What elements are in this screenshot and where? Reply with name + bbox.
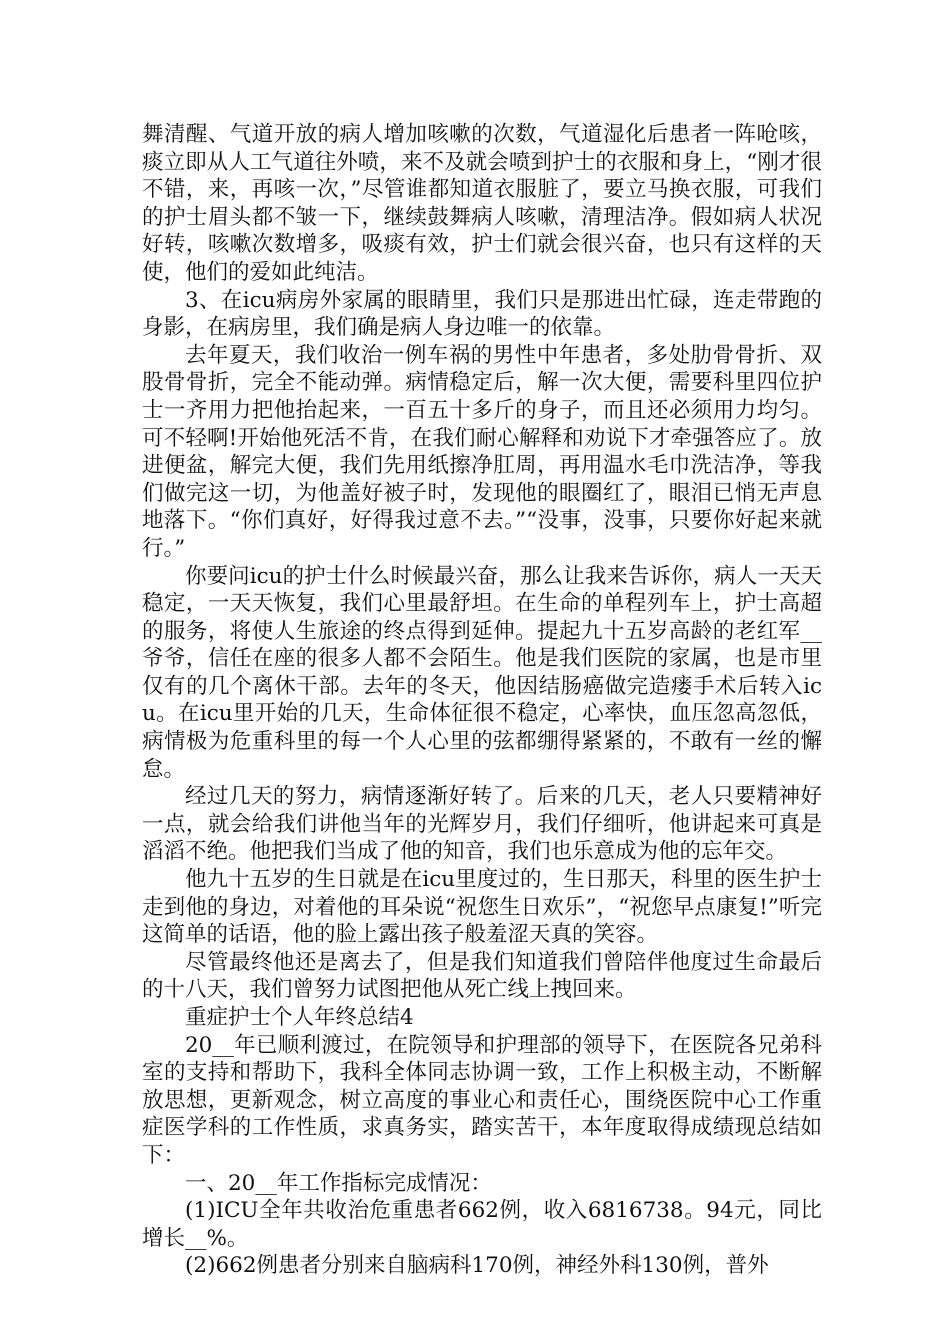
paragraph-4: 你要问icu的护士什么时候最兴奋，那么让我来告诉你，病人一天天稳定，一天天恢复，我们心里最舒坦。在生命的单程列车上，护士高超的服务，将使人生旅途的终点得到延伸。提起九十五岁高龄的老红军__爷爷，信任在座的很多人都不会陌生。他是我们医院的家属，也是市里仅有的几个离休干部。去年的冬天，他因结肠癌做完造瘘手术后转入icu。在icu里开始的几天，生命体征很不稳定，心率快，血压忽高忽低，病情极为危重科里的每一个人心里的弦都绷得紧紧的，不敢有一丝的懈怠。 bbox=[142, 563, 822, 782]
paragraph-6: 他九十五岁的生日就是在icu里度过的，生日那天，科里的医生护士走到他的身边，对着他的耳朵说“祝您生日欢乐”，“祝您早点康复!”听完这简单的话语，他的脸上露出孩子般羞涩天真的笑容。 bbox=[142, 867, 822, 948]
paragraph-3: 去年夏天，我们收治一例车祸的男性中年患者，多处肋骨骨折、双股骨骨折，完全不能动弹。病情稳定后，解一次大便，需要科里四位护士一齐用力把他抬起来，一百五十多斤的身子，而且还必须用力均匀。可不轻啊!开始他死活不肯，在我们耐心解释和劝说下才牵强答应了。放进便盆，解完大便，我们先用纸擦净肛周，再用温水毛巾洗洁净，等我们做完这一切，为他盖好被子时，发现他的眼圈红了，眼泪已悄无声息地落下。“你们真好，好得我过意不去。”“没事，没事，只要你好起来就行。” bbox=[142, 342, 822, 561]
paragraph-5: 经过几天的努力，病情逐渐好转了。后来的几天，老人只要精神好一点，就会给我们讲他当年的光辉岁月，我们仔细听，他讲起来可真是滔滔不绝。他把我们当成了他的知音，我们也乐意成为他的忘年交。 bbox=[142, 784, 822, 865]
section-heading: 重症护士个人年终总结4 bbox=[185, 1005, 414, 1030]
paragraph-12: (2)662例患者分别来自脑病科170例，神经外科130例，普外 bbox=[185, 1253, 769, 1279]
document-body bbox=[142, 121, 822, 1280]
paragraph-11: (1)ICU全年共收治危重患者662例，收入6816738。94元，同比增长__%。 bbox=[142, 1198, 822, 1251]
paragraph-1: 舞清醒、气道开放的病人增加咳嗽的次数，气道湿化后患者一阵呛咳，痰立即从人工气道往外喷，来不及就会喷到护士的衣服和身上，“刚才很不错，来，再咳一次，”尽管谁都知道衣服脏了，要立马换衣服，可我们的护士眉头都不皱一下，继续鼓舞病人咳嗽，清理洁净。假如病人状况好转，咳嗽次数增多，吸痰有效，护士们就会很兴奋，也只有这样的天使，他们的爱如此纯洁。 bbox=[142, 122, 822, 285]
paragraph-2: 3、在icu病房外家属的眼睛里，我们只是那进出忙碌，连走带跑的身影，在病房里，我们确是病人身边唯一的依靠。 bbox=[142, 287, 822, 341]
paragraph-9: 20__年已顺利渡过，在院领导和护理部的领导下，在医院各兄弟科室的支持和帮助下，我科全体同志协调一致，工作上积极主动，不断解放思想，更新观念，树立高度的事业心和责任心，围绕医院中心工作重症医学科的工作性质，求真务实，踏实苦干，本年度取得成绩现总结如下： bbox=[142, 1032, 822, 1168]
paragraph-10: 一、20__年工作指标完成情况： bbox=[185, 1170, 492, 1196]
paragraph-7: 尽管最终他还是离去了，但是我们知道我们曾陪伴他度过生命最后的十八天，我们曾努力试图把他从死亡线上拽回来。 bbox=[142, 949, 822, 1003]
